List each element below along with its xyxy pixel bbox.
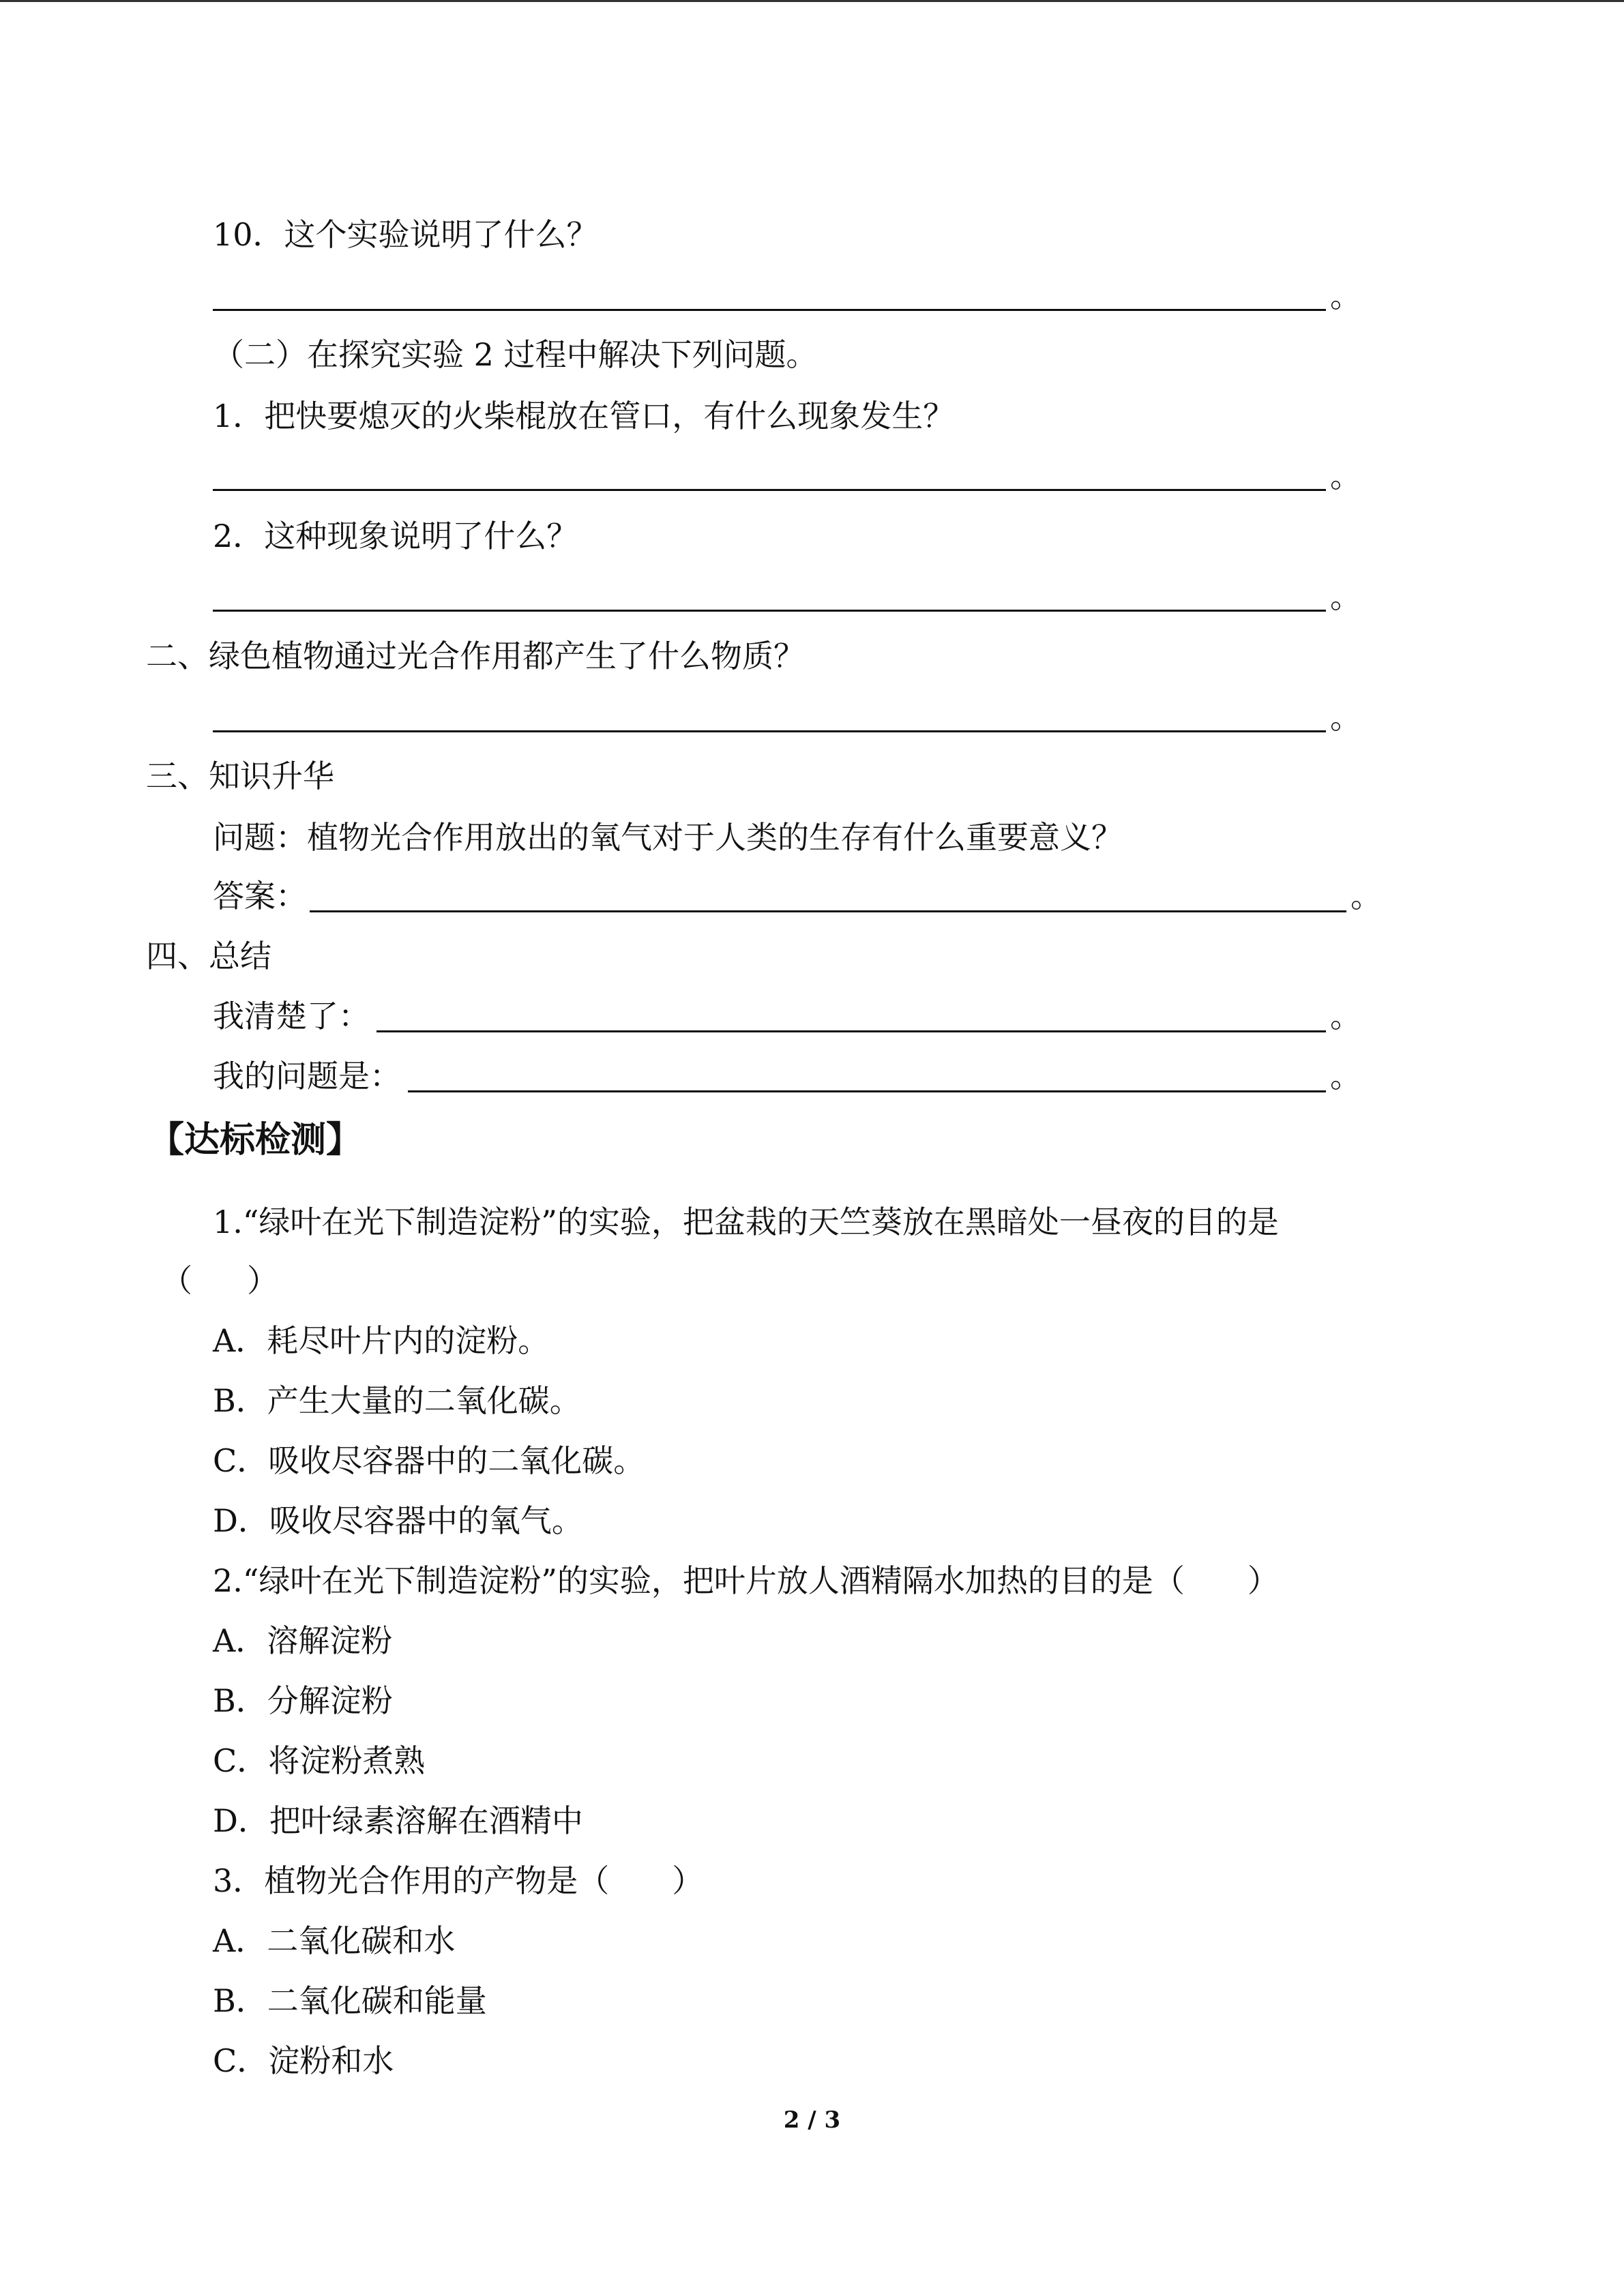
period-mark: 。 xyxy=(1330,699,1361,736)
answer-blank-exp2-q1[interactable] xyxy=(213,456,1361,496)
summary-clear-row[interactable] xyxy=(213,994,1359,1038)
page-top-border xyxy=(0,0,1624,2)
quiz-q1-option-a[interactable]: A．耗尽叶片内的淀粉。 xyxy=(213,1322,550,1359)
question-10: 10．这个实验说明了什么？ xyxy=(213,216,598,253)
paren-open: （ xyxy=(161,1262,192,1299)
answer-blank-q10[interactable] xyxy=(213,275,1361,316)
experiment-2-intro: （二）在探究实验 2 过程中解决下列问题。 xyxy=(213,336,818,373)
answer-underline xyxy=(213,610,1326,612)
section-3-title: 三、知识升华 xyxy=(146,758,334,794)
quiz-q1-option-d[interactable]: D．吸收尽容器中的氧气。 xyxy=(213,1502,583,1539)
paren-close: ） xyxy=(247,1262,278,1299)
quiz-q2-option-a[interactable]: A．溶解淀粉 xyxy=(213,1622,393,1659)
period-mark: 。 xyxy=(1330,278,1361,314)
page-number: 2 / 3 xyxy=(783,2106,841,2134)
period-mark: 。 xyxy=(1330,998,1361,1034)
experiment-2-question-1: 1．把快要熄灭的火柴棍放在管口，有什么现象发生？ xyxy=(213,398,955,434)
answer-label: 答案： xyxy=(213,878,307,914)
quiz-heading: 【达标检测】 xyxy=(149,1120,362,1161)
quiz-q1-option-b[interactable]: B．产生大量的二氧化碳。 xyxy=(213,1382,581,1419)
quiz-q2-option-d[interactable]: D．把叶绿素溶解在酒精中 xyxy=(213,1802,583,1839)
quiz-q1-answer-paren[interactable] xyxy=(161,1259,278,1302)
quiz-q1-option-c[interactable]: C．吸收尽容器中的二氧化碳。 xyxy=(213,1442,645,1479)
quiz-q2-option-b[interactable]: B．分解淀粉 xyxy=(213,1682,393,1719)
period-mark: 。 xyxy=(1330,1058,1361,1094)
quiz-q3-option-a[interactable]: A．二氧化碳和水 xyxy=(213,1922,456,1959)
period-mark: 。 xyxy=(1350,878,1382,914)
quiz-q2-option-c[interactable]: C．将淀粉煮熟 xyxy=(213,1742,426,1779)
period-mark: 。 xyxy=(1330,578,1361,615)
period-mark: 。 xyxy=(1330,458,1361,494)
answer-underline xyxy=(310,910,1346,912)
section-3-question: 问题：植物光合作用放出的氧气对于人类的生存有什么重要意义？ xyxy=(213,819,1123,856)
section-2-title: 二、绿色植物通过光合作用都产生了什么物质？ xyxy=(146,638,805,674)
section-3-answer-row[interactable] xyxy=(213,874,1382,918)
summary-question-row[interactable] xyxy=(213,1054,1359,1098)
quiz-q2-stem: 2.“绿叶在光下制造淀粉”的实验，把叶片放人酒精隔水加热的目的是（ ） xyxy=(213,1562,1279,1599)
answer-blank-section-2[interactable] xyxy=(213,697,1361,738)
quiz-q3-option-b[interactable]: B．二氧化碳和能量 xyxy=(213,1982,487,2019)
quiz-q3-stem: 3．植物光合作用的产物是（ ） xyxy=(213,1862,704,1899)
answer-underline xyxy=(213,309,1326,311)
summary-clear-label: 我清楚了： xyxy=(213,998,370,1034)
experiment-2-question-2: 2．这种现象说明了什么？ xyxy=(213,518,578,554)
answer-underline xyxy=(213,730,1326,732)
answer-underline xyxy=(377,1030,1326,1032)
quiz-q1-stem: 1.“绿叶在光下制造淀粉”的实验，把盆栽的天竺葵放在黑暗处一昼夜的目的是 xyxy=(213,1204,1279,1240)
answer-underline xyxy=(213,489,1326,491)
summary-question-label: 我的问题是： xyxy=(213,1058,401,1094)
quiz-q3-option-c[interactable]: C．淀粉和水 xyxy=(213,2042,394,2079)
answer-underline xyxy=(408,1090,1326,1092)
section-4-title: 四、总结 xyxy=(146,938,271,974)
answer-blank-exp2-q2[interactable] xyxy=(213,576,1361,617)
